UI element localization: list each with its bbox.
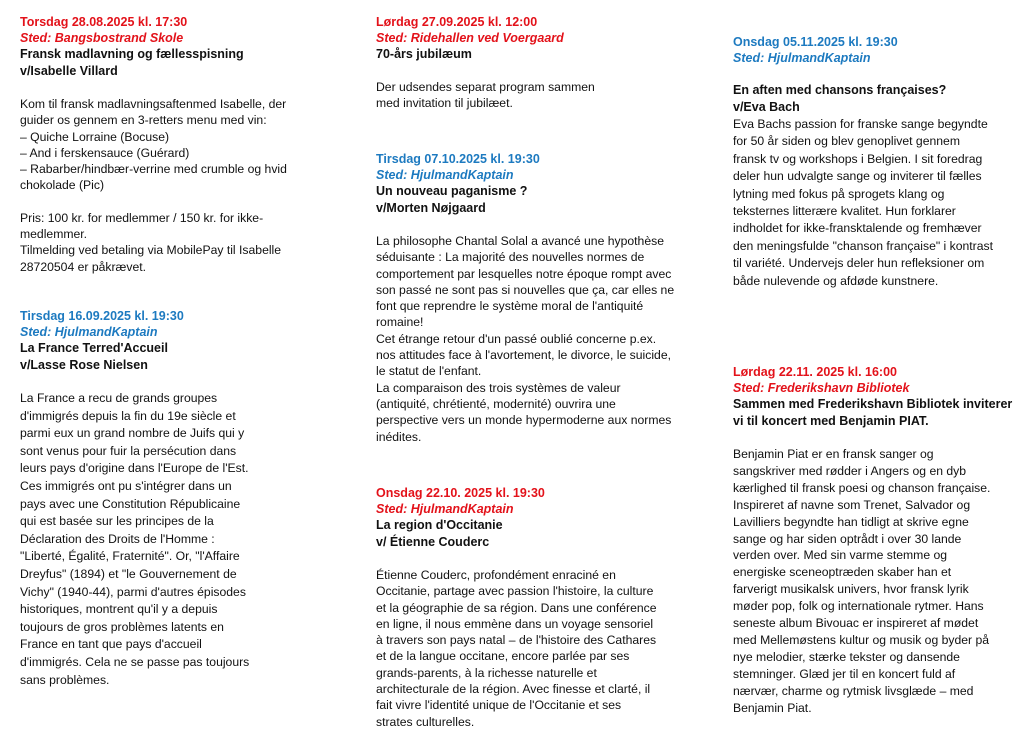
event-koncert-benjamin-piat (733, 364, 1013, 717)
event-description (733, 116, 995, 290)
event-date: Tirsdag 16.09.2025 kl. 19:30 (20, 309, 184, 323)
event-70-ars-jubilaeum (376, 14, 676, 112)
event-title-line: Sammen med Frederikshavn Bibliotek inviterer vi til koncert med Benjamin PIAT. (733, 397, 1013, 428)
event-presenter: v/Lasse Rose Nielsen (20, 358, 148, 372)
event-date: Torsdag 28.08.2025 kl. 17:30 (20, 15, 188, 29)
event-presenter: v/ Étienne Couderc (376, 535, 490, 549)
event-date: Onsdag 22.10. 2025 kl. 19:30 (376, 486, 545, 500)
event-description (20, 390, 252, 689)
paragraph: Der udsendes separat program sammen med invitation til jubilæet. (376, 80, 595, 111)
event-title-line: La region d'Occitanie (376, 518, 503, 532)
paragraph: Cet étrange retour d'un passé oublié concerne p.ex. nos attitudes face à l'avortement, le divorce, le suicide, le statut de l'enfant. (376, 331, 671, 379)
event-title-line: Un nouveau paganisme ? (376, 184, 528, 198)
event-description (376, 79, 601, 112)
event-description (376, 233, 676, 445)
event-description (733, 446, 995, 717)
event-title (20, 46, 315, 80)
event-date: Onsdag 05.11.2025 kl. 19:30 (733, 35, 898, 49)
signup-text: Tilmelding ved betaling via MobilePay til Isabelle 28720504 er påkrævet. (20, 243, 282, 274)
event-chansons-francaises (733, 34, 1013, 290)
event-place: Sted: Frederikshavn Bibliotek (733, 381, 910, 395)
paragraph: Eva Bachs passion for franske sange begyndte for 50 år siden og blev genoplivet gennem fransk tv og workshops i Belgien. I sit foredrag deler hun udvalgte sange og inviterer til fælles lytning med fokus på sprogets klang og teksternes litterære kvalitet. Hun forklarer indholdet for ikke-fransktalende og fremhæver den meningsfulde "chanson française" i kontrast til variété. Undervejs deler hun refleksioner om både nulevende og afdøde kunstnere. (733, 117, 994, 288)
menu-item: – Rabarber/hindbær-verrine med crumble og hvid chokolade (Pic) (20, 162, 287, 193)
event-place: Sted: HjulmandKaptain (376, 168, 514, 182)
menu-item: – Quiche Lorraine (Bocuse) (20, 129, 170, 144)
event-description (376, 567, 658, 730)
event-title (376, 517, 676, 551)
event-title (376, 183, 676, 217)
event-place: Sted: Bangsbostrand Skole (20, 31, 184, 45)
event-title-line: 70-års jubilæum (376, 47, 472, 61)
event-title-line: La France Terred'Accueil (20, 341, 168, 355)
event-un-nouveau-paganisme (376, 151, 676, 445)
event-la-france-terre-daccueil (20, 308, 315, 689)
price-text: Pris: 100 kr. for medlemmer / 150 kr. for ikke-medlemmer. (20, 210, 264, 242)
paragraph: Benjamin Piat er en fransk sanger og sangskriver med rødder i Angers og en dyb kærlighed til fransk poesi og chanson française. Inspireret af navne som Trenet, Salvador og Lavilliers begyndte han tidligt at skrive egne sange og har siden optrådt i over 30 lande verden over. Med sin varme stemme og energiske sceneoptræden skaber han et farverigt musikalsk univers, hvor fransk lyrik møder pop, folk og internationale rytmer. Hans seneste album Bivouac er inspireret af mødet med Mellemøstens kultur og musik og byder på nye melodier, stærke tekster og dansende stemninger. Glæd jer til en koncert fuld af nærvær, charme og rytmisk livsglæde – med Benjamin Piat. (733, 447, 991, 715)
event-title (376, 46, 676, 63)
event-place: Sted: Ridehallen ved Voergaard (376, 31, 564, 45)
event-date: Tirsdag 07.10.2025 kl. 19:30 (376, 152, 540, 166)
menu-item: – And i ferskensauce (Guérard) (20, 145, 190, 160)
event-la-region-doccitanie (376, 485, 676, 730)
paragraph: La comparaison des trois systèmes de valeur (antiquité, chrétienté, modernité) ouvrira une perspective vers un monde hypermoderne aux normes inédites. (376, 380, 672, 444)
event-title-line: Fransk madlavning og fællesspisning (20, 47, 244, 61)
event-title (733, 82, 1013, 116)
event-place: Sted: HjulmandKaptain (20, 325, 158, 339)
paragraph: Étienne Couderc, profondément enraciné en Occitanie, partage avec passion l'histoire, la culture et la géographie de sa région. Dans une conférence en ligne, il nous emmène dans un voyage sensoriel à travers son pays natal – de l'histoire des Cathares et de la langue occitane, encore parlée par ses grands-parents, à la richesse naturelle et architecturale de la région. Avec finesse et clarté, il fait vivre l'identité unique de l'Occitanie et ses strates culturelles. (376, 568, 657, 729)
event-date: Lørdag 27.09.2025 kl. 12:00 (376, 15, 538, 29)
event-place: Sted: HjulmandKaptain (376, 502, 514, 516)
event-description (20, 96, 315, 275)
event-presenter: v/Eva Bach (733, 100, 800, 114)
event-title (733, 396, 1013, 430)
event-place: Sted: HjulmandKaptain (733, 51, 871, 65)
event-fransk-madlavning (20, 14, 315, 275)
paragraph: La France a recu de grands groupes d'immigrés depuis la fin du 19e siècle et parmi eux un grand nombre de Juifs qui y sont venus pour fuir la persécution dans leurs pays d'origine dans l'Europe de l'Est. Ces immigrés ont pu s'intégrer dans un pays avec une Constitution Républicaine qui est basée sur les principes de la Déclaration des Droits de l'Homme : "Liberté, Égalité, Fraternité". Or, "l'Affaire Dreyfus" (1894) et "le Gouvernement de Vichy" (1940-44), parmi d'autres épisodes historiques, montrent qu'il y a depuis toujours de gros problèmes latents en France en tant que pays d'accueil d'immigrés. Cela ne se passe pas toujours sans problèmes. (20, 391, 250, 687)
paragraph: Kom til fransk madlavningsaftenmed Isabelle, der guider os gennem en 3-retters menu med vin: (20, 97, 287, 128)
event-date: Lørdag 22.11. 2025 kl. 16:00 (733, 365, 897, 379)
paragraph: La philosophe Chantal Solal a avancé une hypothèse séduisante : La majorité des nouvelles normes de comportement par lesquelles notre époque rompt avec son passé ne sont pas si nouvelles que ça, car elles ne font que reprendre le système moral de l'antiquité romaine! (376, 234, 675, 330)
event-presenter: v/Morten Nøjgaard (376, 201, 486, 215)
event-presenter: v/Isabelle Villard (20, 64, 118, 78)
event-title (20, 340, 315, 374)
event-title-line: En aften med chansons françaises? (733, 83, 947, 97)
